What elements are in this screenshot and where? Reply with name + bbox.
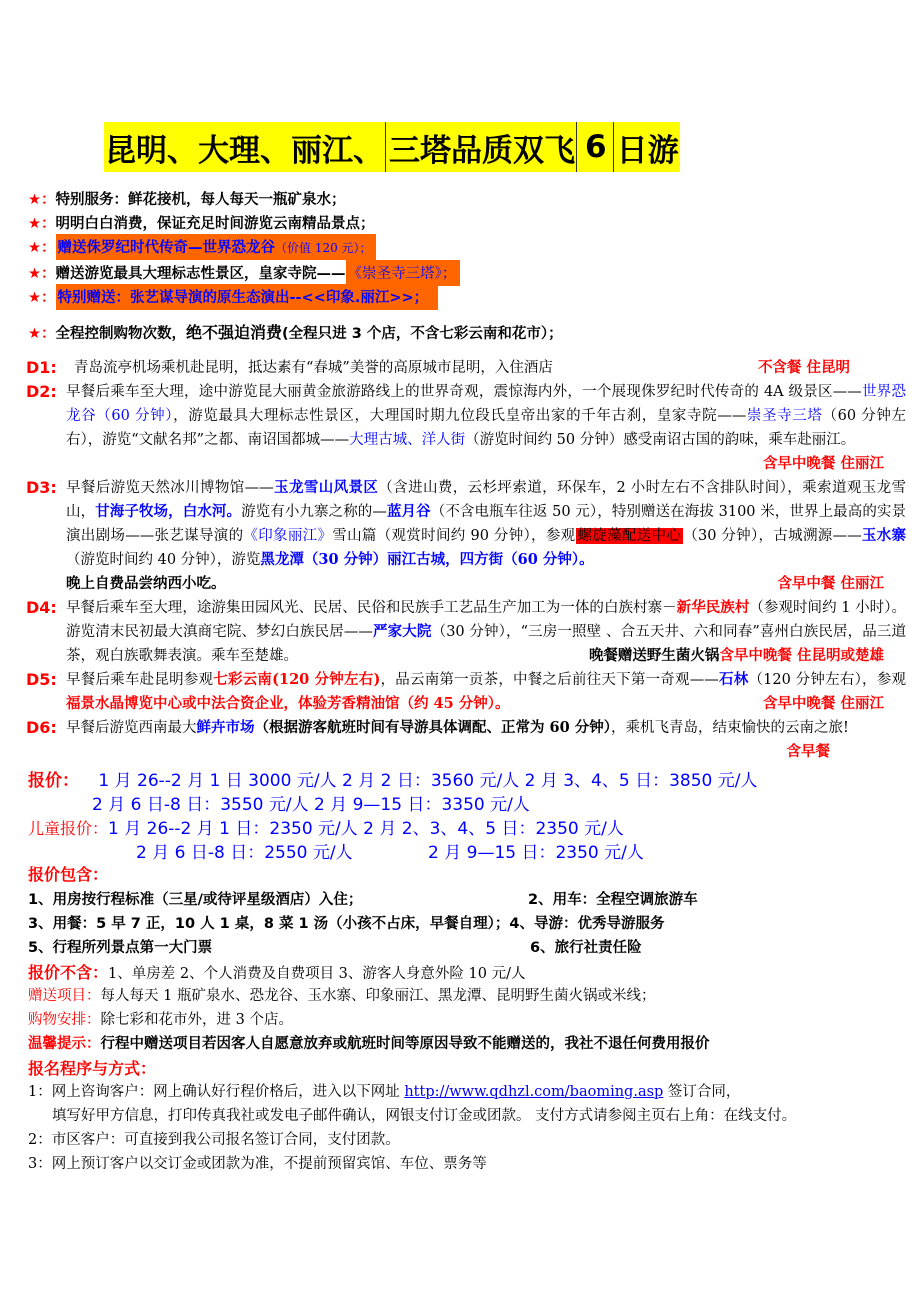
feature-note: （价值 120 元）； xyxy=(275,241,372,255)
title-part-2: 三塔品质双飞 xyxy=(389,132,575,169)
page-title xyxy=(104,122,680,172)
day-label: D2: xyxy=(26,382,57,401)
price-row xyxy=(92,790,530,815)
feature-text: 赠送游览最具大理标志性景区，皇家寺院—— xyxy=(55,266,346,282)
includes-item: 6、旅行社责任险 xyxy=(530,940,642,956)
day-label: D3: xyxy=(26,478,57,497)
day-6 xyxy=(26,716,906,764)
price-values: 2 月 6 日-8 日：2550 元/人 xyxy=(136,843,353,863)
signup-text: 1：网上咨询客户：网上确认好行程价格后，进入以下网址 xyxy=(28,1084,405,1100)
feature-text: 特别服务：鲜花接机，每人每天一瓶矿泉水； xyxy=(55,192,346,208)
feature-highlight: 《崇圣寺三塔》； xyxy=(346,260,461,286)
dinner-gift: 晚餐赠送野生菌火锅 xyxy=(588,648,720,664)
attraction: 石林 xyxy=(718,671,749,688)
shop-stop: 福景水晶博览中心或中法合资企业，体验芳香精油馆（约 45 分钟）。 xyxy=(66,695,510,712)
star-icon: ★： xyxy=(28,216,56,232)
feature-text: 全程控制购物次数， xyxy=(55,326,186,342)
child-price-row xyxy=(28,814,624,839)
day-1 xyxy=(26,356,906,380)
price-values: 2 月 6 日-8 日：3550 元/人 2 月 9—15 日：3350 元/人 xyxy=(92,795,530,815)
gifts-text: 每人每天 1 瓶矿泉水、恐龙谷、玉水寨、印象丽江、黑龙潭、昆明野生菌火锅或米线； xyxy=(100,988,656,1004)
day-text: （含进山费，云杉坪索道，环保车，2 小时左右不含排队时间），乘索道观玉龙雪山， xyxy=(66,480,907,520)
tips-text: 行程中赠送项目若因客人自愿意放弃或航班时间等原因导致不能赠送的，我社不退任何费用报价 xyxy=(100,1036,710,1052)
day-text: ，品云南第一贡茶，中餐之后前往天下第一奇观—— xyxy=(380,672,719,688)
attraction: 严家大院 xyxy=(372,623,432,640)
signup-step-3: 3：网上预订客户以交订金或团款为准，不提前预留宾馆、车位、票务等 xyxy=(28,1156,487,1172)
day-2 xyxy=(26,380,906,476)
includes-item: 1、用房按行程标准（三星/或待评星级酒店）入住； xyxy=(28,892,363,908)
day-text: （30 分钟），“三房一照壁 、合五天井、六和同春”喜州白族民居，品三道茶，观白族歌舞表演。乘车至楚雄。 xyxy=(66,624,907,664)
price-values: 2 月 9—15 日：2350 元/人 xyxy=(428,843,644,863)
attraction: 大理古城、洋人街 xyxy=(349,432,466,448)
day-text: （60 分钟左右），游览“文献名邦”之都、南诏国都城—— xyxy=(66,408,907,448)
day-text: 早餐后游览天然冰川博物馆—— xyxy=(66,480,274,496)
day-text: 青岛流亭机场乘机赴昆明，抵达素有“春城”美誉的高原城市昆明，入住酒店 xyxy=(74,360,553,376)
attraction: 玉龙雪山风景区 xyxy=(273,479,379,496)
title-part-1: 昆明、大理、丽江、 xyxy=(105,132,384,169)
day-label: D6: xyxy=(26,718,57,737)
child-price-label: 儿童报价： xyxy=(28,819,109,838)
includes-item: 2、用车：全程空调旅游车 xyxy=(528,892,698,908)
star-icon: ★： xyxy=(28,326,56,342)
feature-item xyxy=(28,284,438,310)
price-values: 1 月 26--2 月 1 日 3000 元/人 2 月 2 日：3560 元/人 2 月 3、4、5 日：3850 元/人 xyxy=(98,771,758,791)
signup-label: 报名程序与方式： xyxy=(28,1059,157,1078)
day-4 xyxy=(26,596,906,668)
day-text: （参观时间约 1 小时）。游览清末民初最大滇商宅院、梦幻白族民居—— xyxy=(66,600,907,640)
attraction: 崇圣寺三塔 xyxy=(746,408,823,424)
day-3 xyxy=(26,476,906,596)
signup-text: 签订合同， xyxy=(663,1084,741,1100)
includes-item: 5、行程所列景点第一大门票 xyxy=(28,940,213,956)
day-text: ，乘机飞青岛，结束愉快的云南之旅! xyxy=(611,720,849,736)
day-text: 早餐后乘车至大理，途游集田园风光、民居、民俗和民族手工艺品生产加工为一体的白族村寨－ xyxy=(66,600,677,616)
feature-item xyxy=(28,188,346,209)
attraction: 鲜卉市场 xyxy=(196,719,255,736)
day-text: 早餐后乘车至大理，途中游览昆大丽黄金旅游路线上的世界奇观，震惊海内外，一个展现侏罗纪时代传奇的 4A 级景区—— xyxy=(66,384,862,400)
star-icon: ★： xyxy=(28,192,56,208)
includes-item: 3、用餐：5 早 7 正，10 人 1 桌，8 菜 1 汤（小孩不占床，早餐自理）；4、导游：优秀导游服务 xyxy=(28,916,665,932)
attraction: 蓝月谷 xyxy=(386,503,431,520)
price-label: 报价： xyxy=(28,771,79,791)
feature-item xyxy=(28,320,563,343)
star-icon: ★： xyxy=(28,290,56,306)
signup-step-1 xyxy=(28,1080,740,1101)
day-text: （根据游客航班时间有导游具体调配、正常为 60 分钟） xyxy=(254,719,612,736)
child-price-row xyxy=(136,838,353,863)
gifts-label: 赠送项目： xyxy=(28,988,101,1004)
title-part-4: 日游 xyxy=(616,132,679,169)
tips-label: 温馨提示： xyxy=(28,1036,101,1052)
feature-text: 明明白白消费，保证充足时间游览云南精品景点； xyxy=(55,216,375,232)
price-values: 1 月 26--2 月 1 日：2350 元/人 2 月 2、3、4、5 日：2350 元/人 xyxy=(108,819,624,839)
tips-row xyxy=(28,1032,710,1053)
title-part-3: 6 xyxy=(585,129,607,165)
day-text: （30 分钟），古城溯源—— xyxy=(683,528,862,544)
attraction: 玉水寨 xyxy=(861,527,907,544)
signup-step-2: 2：市区客户：可直接到我公司报名签订合同，支付团款。 xyxy=(28,1132,400,1148)
day-meals: 不含餐 住昆明 xyxy=(757,360,850,376)
day-meals: 含早中晚餐 住丽江 xyxy=(762,696,884,712)
feature-item xyxy=(28,212,375,233)
excludes-row xyxy=(28,960,525,983)
feature-emphasis: 绝不强迫消费 xyxy=(186,323,283,342)
shop-stop: 螺旋藻配送中心 xyxy=(577,528,682,544)
excludes-label: 报价不含： xyxy=(28,963,109,982)
shopping-row xyxy=(28,1008,293,1029)
day-text: （120 分钟左右），参观 xyxy=(748,672,907,688)
attraction: 世界恐龙谷（60 分钟） xyxy=(66,384,906,424)
child-price-row xyxy=(428,838,644,863)
shop-stop: 七彩云南(120 分钟左右) xyxy=(213,671,381,688)
day-label: D4: xyxy=(26,598,57,617)
feature-item xyxy=(28,260,460,286)
feature-item xyxy=(28,234,376,260)
star-icon: ★： xyxy=(28,240,56,256)
day-5 xyxy=(26,668,906,716)
day-text: 游览有小九寨之称的— xyxy=(241,504,387,520)
day-label: D1: xyxy=(26,358,57,377)
day-text: 早餐后乘车赴昆明参观 xyxy=(66,672,214,688)
gifts-row xyxy=(28,984,655,1005)
feature-text: (全程只进 3 个店，不含七彩云南和花市）； xyxy=(282,326,563,342)
day-meals: 含早中晚餐 住丽江 xyxy=(762,456,884,472)
excludes-text: 1、单房差 2、个人消费及自费项目 3、游客人身意外险 10 元/人 xyxy=(108,966,526,982)
day-label: D5: xyxy=(26,670,57,689)
day-text: 雪山篇（观赏时间约 90 分钟），参观 xyxy=(332,528,576,544)
attraction: 黑龙潭（30 分钟）丽江古城，四方街（60 分钟）。 xyxy=(260,551,594,568)
day-text: 早餐后游览西南最大 xyxy=(66,720,197,736)
shopping-text: 除七彩和花市外，进 3 个店。 xyxy=(100,1012,293,1028)
day-meals: 含早餐 xyxy=(786,744,830,760)
day-text: （不含电瓶车往返 50 元），特别赠送在海拔 3100 米，世界上最高的实景演出剧场——张艺谋导演的 xyxy=(66,504,907,544)
feature-highlight: 特别赠送：张艺谋导演的原生态演出--<<印象.丽江>>； xyxy=(56,284,439,310)
attraction: 甘海子牧场，白水河。 xyxy=(95,503,242,520)
day-text: 晚上自费品尝纳西小吃。 xyxy=(66,575,226,592)
day-meals: 含早中晚餐 住昆明或楚雄 xyxy=(719,648,884,664)
day-text: （游览时间约 50 分钟）感受南诏古国的韵味，乘车赴丽江。 xyxy=(465,432,856,448)
star-icon: ★： xyxy=(28,266,56,282)
day-text: （游览时间约 40 分钟），游览 xyxy=(66,552,261,568)
shopping-label: 购物安排： xyxy=(28,1012,101,1028)
includes-label: 报价包含： xyxy=(28,865,109,884)
feature-text: 赠送侏罗纪时代传奇—世界恐龙谷 xyxy=(57,240,275,256)
attraction: 《印象丽江》 xyxy=(243,528,333,544)
day-meals: 含早中餐 住丽江 xyxy=(777,576,884,592)
day-text: ，游览最具大理标志性景区，大理国时期九位段氏皇帝出家的千年古刹，皇家寺院—— xyxy=(173,408,747,424)
shop-stop: 新华民族村 xyxy=(676,599,750,616)
signup-step-1-detail: 填写好甲方信息，打印传真我社或发电子邮件确认，网银支付订金或团款。 支付方式请参阅主页右上角：在线支付。 xyxy=(52,1108,797,1124)
signup-link[interactable]: http://www.qdhzl.com/baoming.asp xyxy=(404,1084,664,1100)
price-row xyxy=(28,766,758,791)
